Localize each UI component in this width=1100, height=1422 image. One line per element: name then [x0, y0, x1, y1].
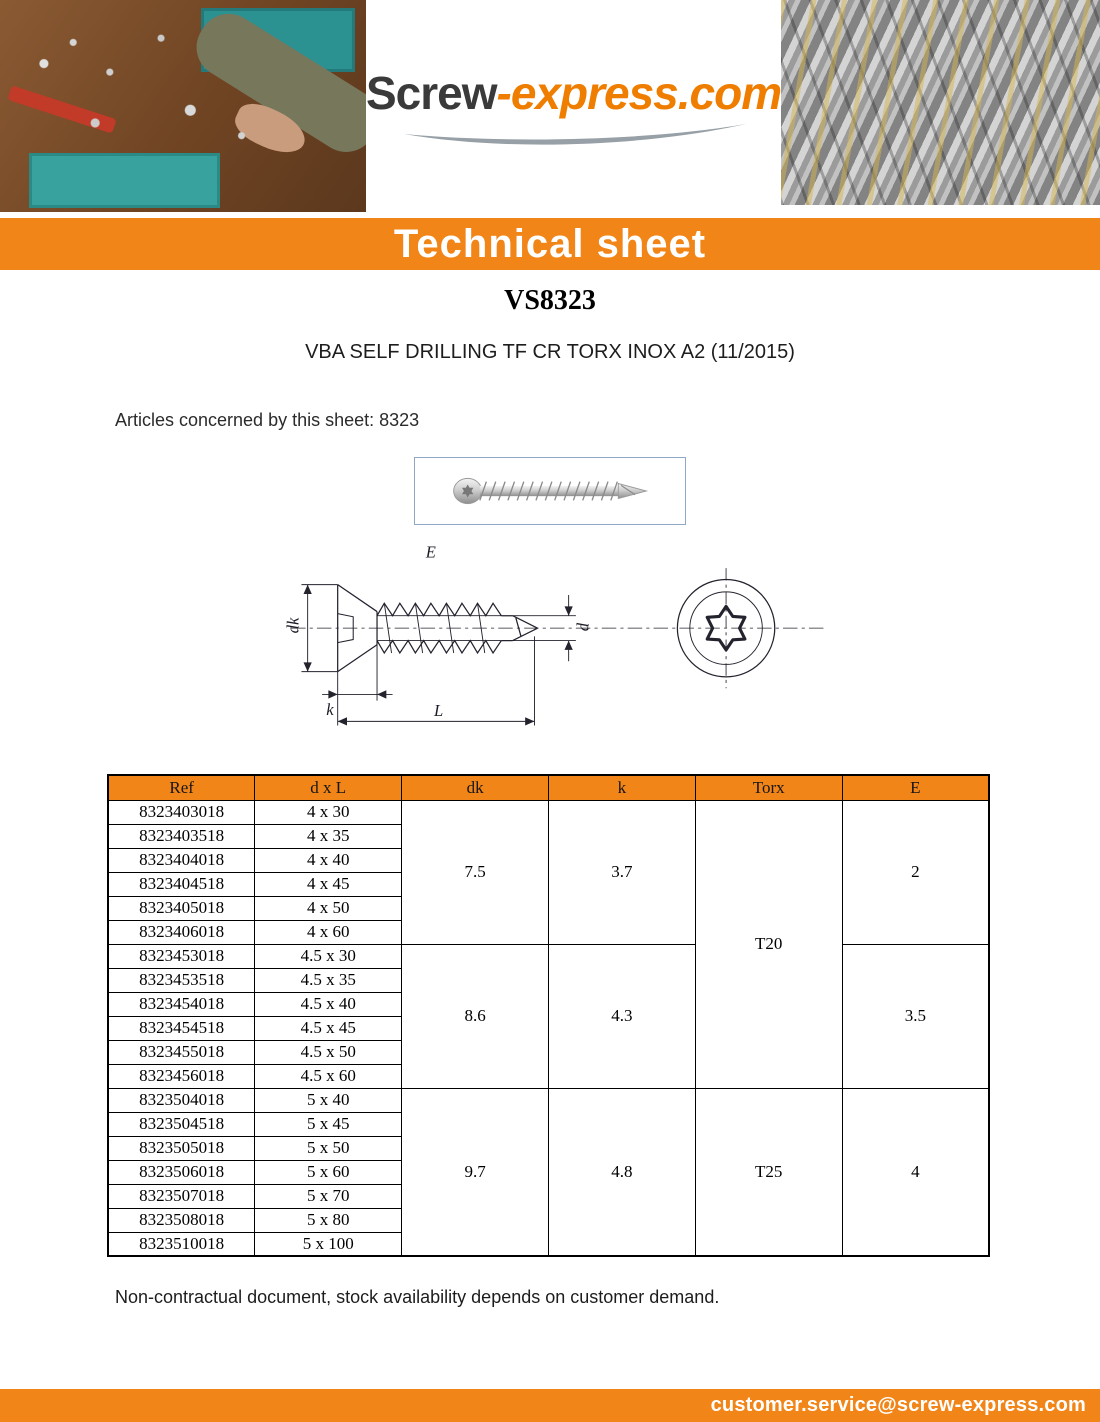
workbench-photo — [0, 0, 366, 212]
ref-cell: 8323455018 — [108, 1040, 255, 1064]
ref-cell: 8323504518 — [108, 1112, 255, 1136]
ref-cell: 8323454518 — [108, 1016, 255, 1040]
ref-cell: 8323453518 — [108, 968, 255, 992]
spec-table — [107, 774, 990, 1257]
ref-cell: 8323403018 — [108, 800, 255, 824]
ref-cell: 8323507018 — [108, 1184, 255, 1208]
e-cell: 3.5 — [842, 944, 989, 1088]
technical-sheet-banner — [0, 218, 1100, 270]
spec-table-head-row — [108, 775, 989, 800]
k-cell: 4.8 — [548, 1088, 695, 1256]
spec-table-body — [108, 800, 989, 1256]
ref-cell: 8323504018 — [108, 1088, 255, 1112]
dxl-cell: 4.5 x 40 — [255, 992, 402, 1016]
column-header: Torx — [695, 775, 842, 800]
logo-swoosh — [398, 122, 750, 148]
dxl-cell: 5 x 100 — [255, 1232, 402, 1256]
footer-bar — [0, 1389, 1100, 1422]
dxl-cell: 4 x 30 — [255, 800, 402, 824]
ref-cell: 8323404518 — [108, 872, 255, 896]
dxl-cell: 5 x 50 — [255, 1136, 402, 1160]
ref-cell: 8323508018 — [108, 1208, 255, 1232]
column-header: E — [842, 775, 989, 800]
ref-cell: 8323404018 — [108, 848, 255, 872]
technical-drawing — [260, 537, 840, 744]
dxl-cell: 4 x 60 — [255, 920, 402, 944]
dk-cell: 8.6 — [402, 944, 549, 1088]
column-header: d x L — [255, 775, 402, 800]
table-row — [108, 800, 989, 824]
dxl-cell: 5 x 45 — [255, 1112, 402, 1136]
ref-cell: 8323403518 — [108, 824, 255, 848]
dxl-cell: 4 x 45 — [255, 872, 402, 896]
dxl-cell: 4.5 x 50 — [255, 1040, 402, 1064]
logo-text-primary: Screw — [366, 67, 497, 119]
dxl-cell: 4 x 35 — [255, 824, 402, 848]
banner-title: Technical sheet — [393, 221, 707, 266]
e-cell: 2 — [842, 800, 989, 944]
ref-cell: 8323453018 — [108, 944, 255, 968]
dxl-cell: 4.5 x 45 — [255, 1016, 402, 1040]
ref-cell: 8323406018 — [108, 920, 255, 944]
logo-block — [366, 0, 781, 148]
k-cell: 3.7 — [548, 800, 695, 944]
table-row — [108, 944, 989, 968]
thread-bottom — [377, 641, 501, 653]
column-header: k — [548, 775, 695, 800]
column-header: dk — [402, 775, 549, 800]
document-title: VBA SELF DRILLING TF CR TORX INOX A2 (11/2015) — [305, 341, 795, 363]
ref-cell: 8323506018 — [108, 1160, 255, 1184]
dxl-cell: 5 x 80 — [255, 1208, 402, 1232]
label-d: d — [573, 622, 593, 632]
dxl-cell: 4 x 40 — [255, 848, 402, 872]
thread-top — [377, 603, 501, 615]
screw-photo — [425, 462, 675, 520]
document-code: VS8323 — [504, 285, 596, 316]
dxl-cell: 5 x 40 — [255, 1088, 402, 1112]
e-cell: 4 — [842, 1088, 989, 1256]
ref-cell: 8323505018 — [108, 1136, 255, 1160]
dxl-cell: 4.5 x 60 — [255, 1064, 402, 1088]
label-E: E — [425, 542, 436, 562]
screw-photo-box — [414, 457, 686, 525]
disclaimer-note: Non-contractual document, stock availability depends on customer demand. — [115, 1287, 720, 1308]
dxl-cell: 5 x 70 — [255, 1184, 402, 1208]
table-row — [108, 1088, 989, 1112]
ref-cell: 8323456018 — [108, 1064, 255, 1088]
dxl-cell: 4.5 x 35 — [255, 968, 402, 992]
articles-note: Articles concerned by this sheet: 8323 — [115, 410, 420, 430]
column-header: Ref — [108, 775, 255, 800]
brand-logo — [366, 66, 781, 120]
torx-cell: T20 — [695, 800, 842, 1088]
dk-cell: 7.5 — [402, 800, 549, 944]
ref-cell: 8323454018 — [108, 992, 255, 1016]
ref-cell: 8323510018 — [108, 1232, 255, 1256]
contact-email: customer.service@screw-express.com — [710, 1394, 1086, 1416]
photo-screws-scatter — [0, 0, 366, 212]
dk-cell: 9.7 — [402, 1088, 549, 1256]
label-dk: dk — [283, 617, 303, 634]
technical-drawing-block — [260, 537, 840, 744]
logo-text-secondary: -express.com — [496, 67, 782, 119]
label-L: L — [434, 701, 444, 721]
page-header — [0, 0, 1100, 212]
label-k: k — [326, 700, 334, 720]
screws-pile-photo — [781, 0, 1100, 205]
torx-cell: T25 — [695, 1088, 842, 1256]
k-cell: 4.3 — [548, 944, 695, 1088]
dxl-cell: 4 x 50 — [255, 896, 402, 920]
dxl-cell: 5 x 60 — [255, 1160, 402, 1184]
ref-cell: 8323405018 — [108, 896, 255, 920]
dxl-cell: 4.5 x 30 — [255, 944, 402, 968]
